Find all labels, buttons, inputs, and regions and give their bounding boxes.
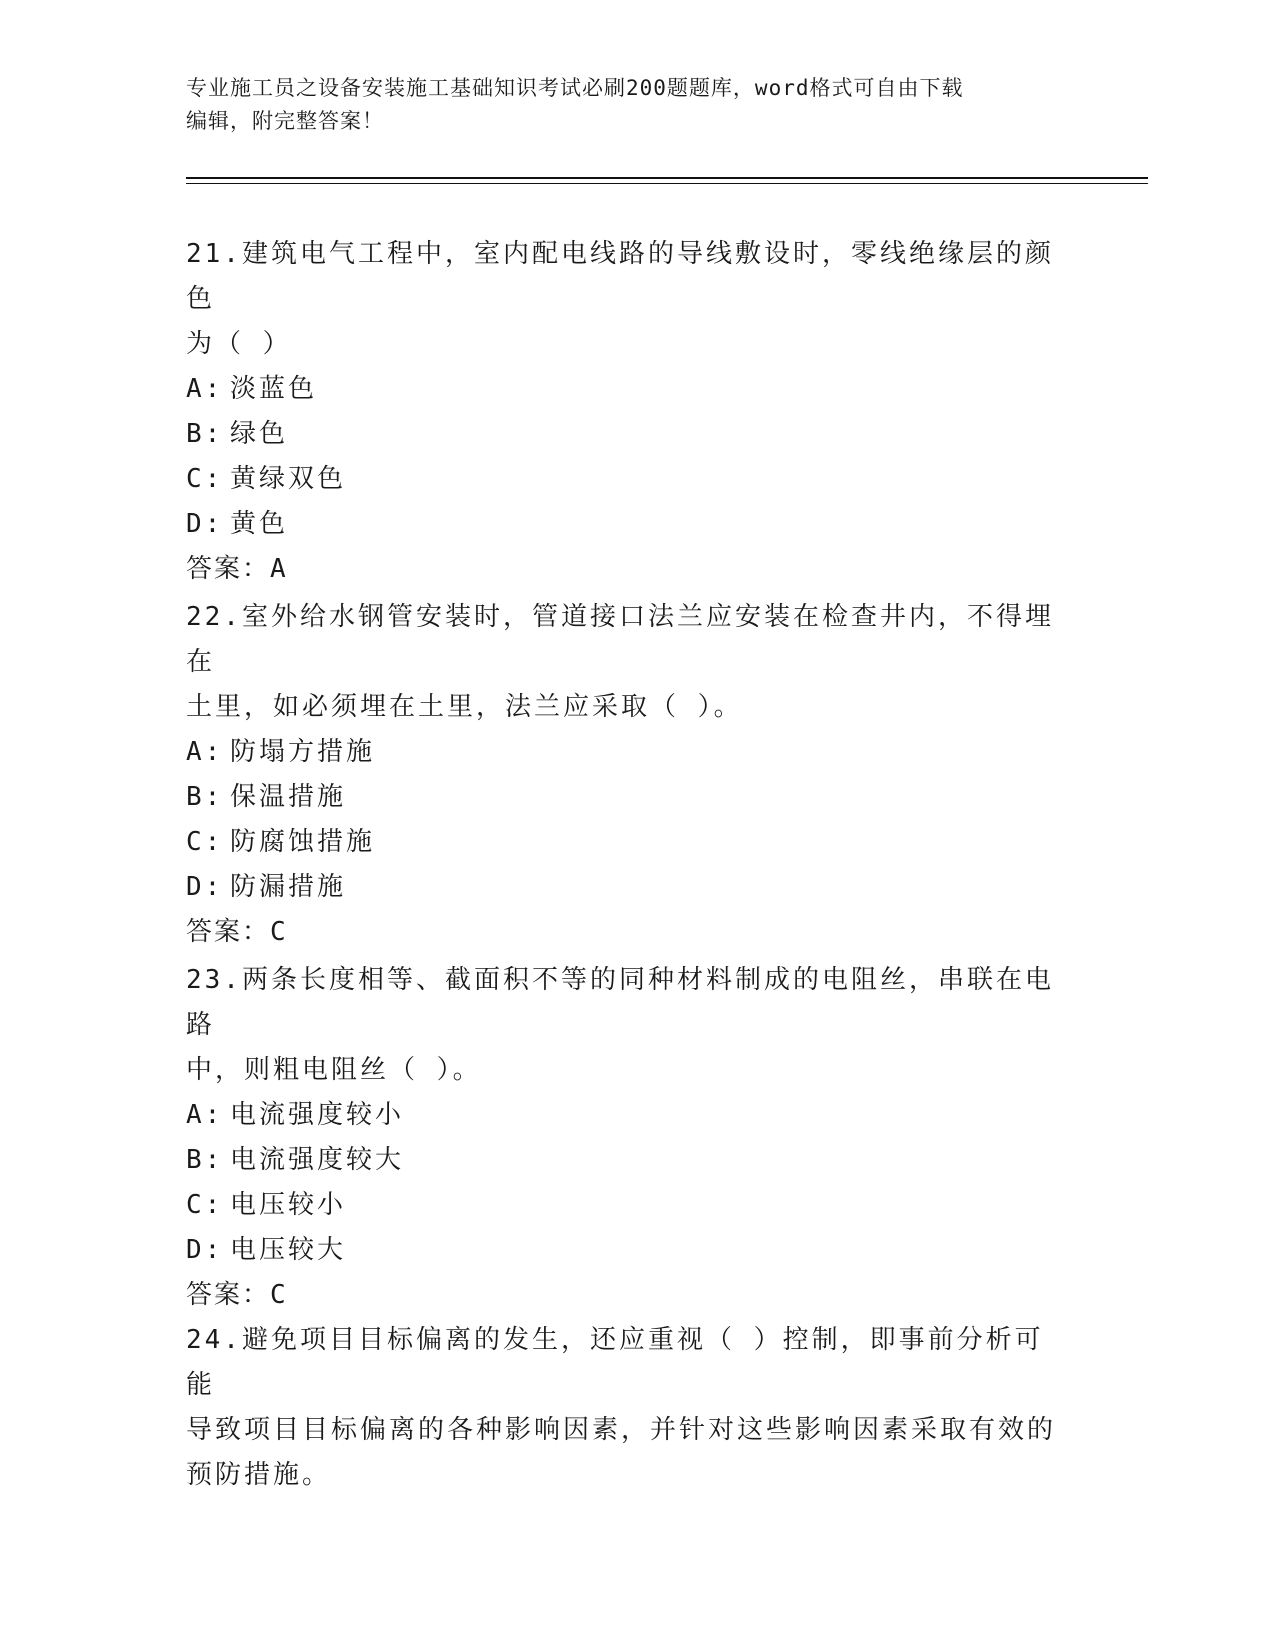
answer-value: C bbox=[270, 917, 289, 947]
option-text: 绿色 bbox=[230, 419, 289, 449]
answer-line bbox=[186, 547, 1066, 592]
option-key: C: bbox=[186, 464, 224, 494]
question-24 bbox=[186, 1318, 1066, 1498]
question-stem-line: 土里，如必须埋在土里，法兰应采取（ ）。 bbox=[186, 692, 743, 722]
option-key: B: bbox=[186, 1145, 224, 1175]
question-stem-line: 22.室外给水钢管安装时，管道接口法兰应安装在检查井内，不得埋在 bbox=[186, 602, 1054, 677]
question-stem-line: 23.两条长度相等、截面积不等的同种材料制成的电阻丝，串联在电路 bbox=[186, 965, 1054, 1040]
question-stem-line: 中，则粗电阻丝（ ）。 bbox=[186, 1055, 482, 1085]
option-key: D: bbox=[186, 872, 224, 902]
option-b bbox=[186, 775, 1066, 820]
answer-label: 答案： bbox=[186, 1280, 271, 1310]
document-header bbox=[186, 72, 1086, 138]
option-key: B: bbox=[186, 419, 224, 449]
option-text: 电流强度较大 bbox=[230, 1145, 405, 1175]
option-text: 防漏措施 bbox=[230, 872, 347, 902]
answer-label: 答案： bbox=[186, 554, 271, 584]
option-key: C: bbox=[186, 1190, 224, 1220]
question-21 bbox=[186, 232, 1066, 592]
question-stem-line: 预防措施。 bbox=[186, 1460, 332, 1490]
option-key: A: bbox=[186, 737, 224, 767]
option-text: 防塌方措施 bbox=[230, 737, 376, 767]
option-d bbox=[186, 865, 1066, 910]
option-c bbox=[186, 820, 1066, 865]
option-text: 电流强度较小 bbox=[230, 1100, 405, 1130]
question-stem-line: 24.避免项目目标偏离的发生，还应重视（ ）控制，即事前分析可能 bbox=[186, 1325, 1044, 1400]
answer-line bbox=[186, 910, 1066, 955]
option-text: 黄色 bbox=[230, 509, 289, 539]
option-text: 淡蓝色 bbox=[230, 374, 318, 404]
question-23 bbox=[186, 958, 1066, 1318]
answer-line bbox=[186, 1273, 1066, 1318]
option-text: 保温措施 bbox=[230, 782, 347, 812]
option-text: 电压较大 bbox=[230, 1235, 347, 1265]
option-d bbox=[186, 1228, 1066, 1273]
option-key: A: bbox=[186, 374, 224, 404]
option-text: 黄绿双色 bbox=[230, 464, 347, 494]
question-stem-line: 为（ ） bbox=[186, 329, 292, 359]
option-a bbox=[186, 730, 1066, 775]
option-key: A: bbox=[186, 1100, 224, 1130]
header-divider-thin bbox=[186, 183, 1148, 184]
option-text: 防腐蚀措施 bbox=[230, 827, 376, 857]
answer-value: C bbox=[270, 1280, 289, 1310]
option-c bbox=[186, 1183, 1066, 1228]
header-divider-thick bbox=[186, 177, 1148, 179]
answer-value: A bbox=[270, 554, 289, 584]
option-c bbox=[186, 457, 1066, 502]
option-key: C: bbox=[186, 827, 224, 857]
question-22 bbox=[186, 595, 1066, 955]
option-key: B: bbox=[186, 782, 224, 812]
option-key: D: bbox=[186, 1235, 224, 1265]
option-b bbox=[186, 1138, 1066, 1183]
option-a bbox=[186, 367, 1066, 412]
header-line-2: 编辑，附完整答案！ bbox=[186, 109, 384, 133]
option-b bbox=[186, 412, 1066, 457]
question-stem-line: 21.建筑电气工程中，室内配电线路的导线敷设时，零线绝缘层的颜色 bbox=[186, 239, 1054, 314]
option-a bbox=[186, 1093, 1066, 1138]
answer-label: 答案： bbox=[186, 917, 271, 947]
option-key: D: bbox=[186, 509, 224, 539]
option-d bbox=[186, 502, 1066, 547]
header-line-1: 专业施工员之设备安装施工基础知识考试必刷200题题库，word格式可自由下载 bbox=[186, 76, 964, 100]
question-stem-line: 导致项目目标偏离的各种影响因素，并针对这些影响因素采取有效的 bbox=[186, 1415, 1057, 1445]
option-text: 电压较小 bbox=[230, 1190, 347, 1220]
